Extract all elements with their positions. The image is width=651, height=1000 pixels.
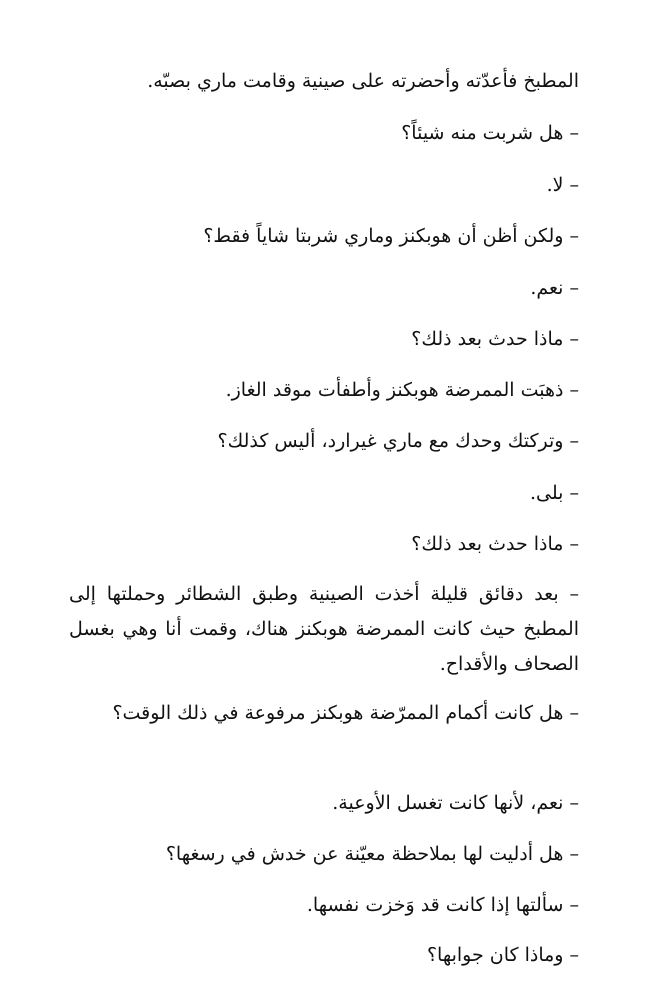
dialogue-line: – نعم. xyxy=(530,277,579,299)
dialogue-line: – ولكن أظن أن هوبكنز وماري شربتا شاياً فقط؟ xyxy=(203,225,579,247)
dialogue-line: – بلى. xyxy=(530,482,579,504)
dialogue-paragraph: – هل كانت أكمام الممرّضة هوبكنز مرفوعة في ذلك الوقت؟ xyxy=(112,702,579,724)
dialogue-line: – ماذا حدث بعد ذلك؟ xyxy=(411,533,579,555)
dialogue-line: – ذهبَت الممرضة هوبكنز وأطفأت موقد الغاز. xyxy=(225,379,579,401)
dialogue-line: – وتركتك وحدك مع ماري غيرارد، أليس كذلك؟ xyxy=(217,430,579,452)
dialogue-line: – لا. xyxy=(546,174,579,196)
dialogue-line: – وماذا كان جوابها؟ xyxy=(426,944,579,966)
dialogue-line: – هل شربت منه شيئاً؟ xyxy=(401,122,579,144)
dialogue-line: – سألتها إذا كانت قد وَخزت نفسها. xyxy=(306,894,579,916)
dialogue-paragraph: – بعد دقائق قليلة أخذت الصينية وطبق الشطائر وحملتها إلى المطبخ حيث كانت الممرضة هوبكنز هناك، وقمت أنا وهي بغسل الصحاف والأقداح. xyxy=(69,583,579,675)
dialogue-line: – نعم، لأنها كانت تغسل الأوعية. xyxy=(332,792,579,814)
dialogue-line: – هل أدليت لها بملاحظة معيّنة عن خدش في رسغها؟ xyxy=(165,843,579,865)
dialogue-line: – ماذا حدث بعد ذلك؟ xyxy=(411,328,579,350)
paragraph-continuation: المطبخ فأعدّته وأحضرته على صينية وقامت ماري بصبّه. xyxy=(147,70,579,92)
